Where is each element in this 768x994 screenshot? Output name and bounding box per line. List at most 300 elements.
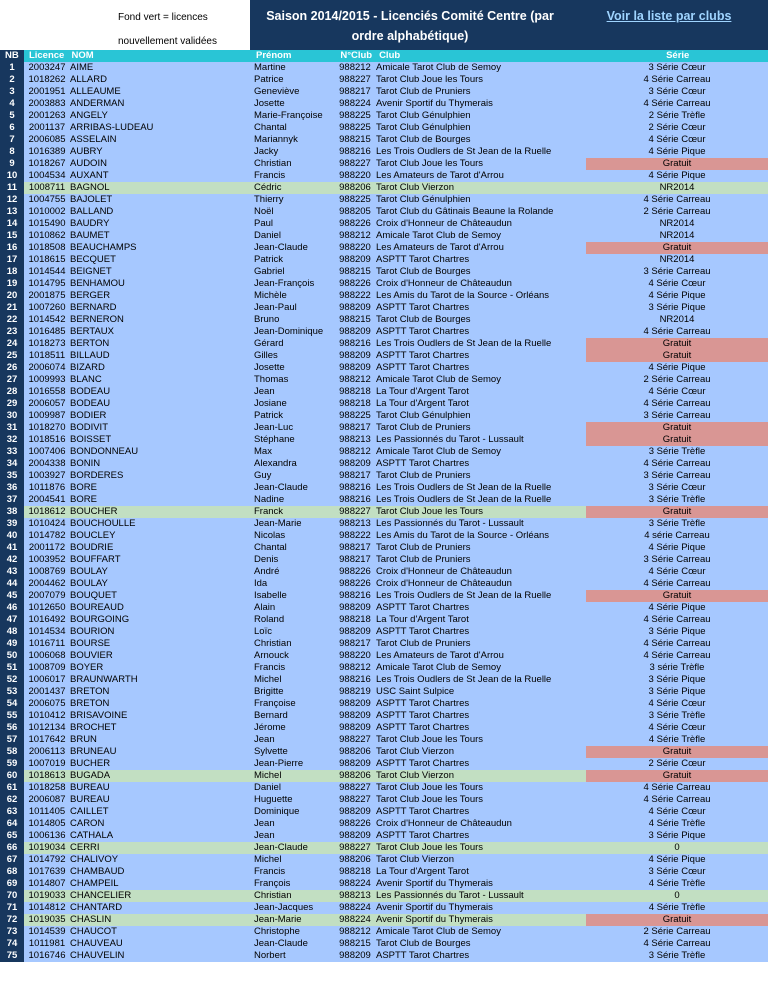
prenom-cell: Brigitte	[254, 686, 284, 697]
club-cell: Tarot Club Vierzon	[376, 746, 454, 757]
serie-cell: 4 série Carreau	[644, 530, 710, 541]
nom-cell: BAUDRY	[70, 218, 110, 229]
nom-cell: BOURION	[70, 626, 115, 637]
row-number: 50	[0, 650, 24, 662]
club-cell: La Tour d'Argent Tarot	[376, 398, 469, 409]
serie-cell: 4 Série Trèfle	[648, 734, 706, 745]
licence-cell: 1019034	[28, 842, 66, 853]
licence-cell: 1007019	[28, 758, 66, 769]
prenom-cell: Stéphane	[254, 434, 295, 445]
serie-cell: 3 Série Trèfle	[648, 710, 706, 721]
table-row	[0, 506, 768, 518]
serie-cell: 4 Série Pique	[648, 290, 706, 301]
serie-cell: 3 Série Trèfle	[648, 494, 706, 505]
nom-cell: BODIER	[70, 410, 107, 421]
row-number: 14	[0, 218, 24, 230]
table-row	[0, 746, 768, 758]
table-row	[0, 770, 768, 782]
nom-cell: CHAMPEIL	[70, 878, 119, 889]
club-cell: Tarot Club Vierzon	[376, 770, 454, 781]
serie-cell: 4 Série Pique	[648, 146, 706, 157]
licence-cell: 1018270	[28, 422, 66, 433]
club-number-cell: 988226	[339, 278, 371, 289]
club-number-cell: 988209	[339, 254, 371, 265]
club-cell: ASPTT Tarot Chartres	[376, 806, 470, 817]
club-cell: Tarot Club Génulphien	[376, 410, 471, 421]
serie-cell: 4 Série Cœur	[648, 278, 706, 289]
nom-cell: BERNARD	[70, 302, 117, 313]
club-cell: Amicale Tarot Club de Semoy	[376, 926, 501, 937]
licence-cell: 1006068	[28, 650, 66, 661]
club-number-cell: 988227	[339, 158, 371, 169]
club-cell: La Tour d'Argent Tarot	[376, 866, 469, 877]
row-number: 23	[0, 326, 24, 338]
club-number-cell: 988227	[339, 794, 371, 805]
nom-cell: ASSELAIN	[70, 134, 117, 145]
header-nom: NOM	[71, 50, 94, 61]
licence-cell: 1003927	[28, 470, 66, 481]
prenom-cell: Josette	[254, 362, 285, 373]
club-number-cell: 988206	[339, 854, 371, 865]
table-row	[0, 410, 768, 422]
row-number: 19	[0, 278, 24, 290]
table-row	[0, 662, 768, 674]
club-number-cell: 988209	[339, 602, 371, 613]
club-cell: Tarot Club de Pruniers	[376, 542, 471, 553]
nom-cell: AUXANT	[70, 170, 109, 181]
prenom-cell: Chantal	[254, 542, 287, 553]
nom-cell: ARRIBAS-LUDEAU	[70, 122, 154, 133]
nom-cell: CERRI	[70, 842, 100, 853]
club-cell: Avenir Sportif du Thymerais	[376, 902, 493, 913]
serie-cell: 4 Série Cœur	[648, 566, 706, 577]
licence-cell: 1019035	[28, 914, 66, 925]
row-number: 15	[0, 230, 24, 242]
club-number-cell: 988216	[339, 494, 371, 505]
prenom-cell: André	[254, 566, 280, 577]
club-cell: Amicale Tarot Club de Semoy	[376, 446, 501, 457]
row-number: 44	[0, 578, 24, 590]
table-row	[0, 350, 768, 362]
serie-cell: 3 Série Trèfle	[648, 446, 706, 457]
nom-cell: BUGADA	[70, 770, 111, 781]
nom-cell: BERNERON	[70, 314, 124, 325]
row-number: 13	[0, 206, 24, 218]
nom-cell: BOURGOING	[70, 614, 130, 625]
licence-cell: 1010862	[28, 230, 66, 241]
table-row	[0, 554, 768, 566]
table-row	[0, 578, 768, 590]
club-number-cell: 988206	[339, 770, 371, 781]
serie-cell: 4 Série Cœur	[648, 806, 706, 817]
licensee-table	[0, 50, 768, 962]
nom-cell: BUREAU	[70, 782, 110, 793]
licence-cell: 1011405	[28, 806, 66, 817]
licence-cell: 1018613	[28, 770, 66, 781]
club-cell: Les Amateurs de Tarot d'Arrou	[376, 170, 504, 181]
nom-cell: BONIN	[70, 458, 101, 469]
table-row	[0, 134, 768, 146]
club-number-cell: 988224	[339, 98, 371, 109]
row-number: 24	[0, 338, 24, 350]
serie-cell: 4 Série Carreau	[643, 578, 711, 589]
club-cell: Tarot Club Génulphien	[376, 122, 471, 133]
row-number: 20	[0, 290, 24, 302]
prenom-cell: Christian	[254, 158, 292, 169]
club-number-cell: 988226	[339, 818, 371, 829]
prenom-cell: Ida	[254, 578, 268, 589]
nom-cell: BALLAND	[70, 206, 114, 217]
table-row	[0, 626, 768, 638]
club-cell: Tarot Club de Bourges	[376, 938, 471, 949]
row-number: 60	[0, 770, 24, 782]
club-cell: Les Amateurs de Tarot d'Arrou	[376, 650, 504, 661]
licence-cell: 1014792	[28, 854, 66, 865]
serie-cell: Gratuit	[586, 506, 768, 518]
prenom-cell: Jean	[254, 734, 275, 745]
serie-cell: NR2014	[659, 182, 695, 193]
table-row	[0, 722, 768, 734]
club-cell: ASPTT Tarot Chartres	[376, 302, 470, 313]
club-number-cell: 988227	[339, 782, 371, 793]
prenom-cell: Jean-Claude	[254, 842, 308, 853]
club-cell: Les Trois Oudlers de St Jean de la Ruelle	[376, 482, 552, 493]
licence-cell: 1018516	[28, 434, 66, 445]
club-cell: ASPTT Tarot Chartres	[376, 254, 470, 265]
club-number-cell: 988212	[339, 230, 371, 241]
club-number-cell: 988212	[339, 374, 371, 385]
licence-cell: 2001875	[28, 290, 66, 301]
licence-cell: 1012650	[28, 602, 66, 613]
prenom-cell: Chantal	[254, 122, 287, 133]
row-number: 40	[0, 530, 24, 542]
licence-cell: 2007079	[28, 590, 66, 601]
club-cell: Tarot Club de Pruniers	[376, 638, 471, 649]
club-number-cell: 988209	[339, 698, 371, 709]
row-number: 29	[0, 398, 24, 410]
club-number-cell: 988224	[339, 914, 371, 925]
club-cell: ASPTT Tarot Chartres	[376, 326, 470, 337]
serie-cell: 3 Série Carreau	[643, 554, 711, 565]
club-cell: Tarot Club Joue les Tours	[376, 794, 484, 805]
table-row	[0, 314, 768, 326]
club-number-cell: 988216	[339, 674, 371, 685]
licence-cell: 1014544	[28, 266, 66, 277]
club-cell: Les Trois Oudlers de St Jean de la Ruelle	[376, 338, 552, 349]
nom-cell: CHAUCOT	[70, 926, 117, 937]
prenom-cell: Gilles	[254, 350, 278, 361]
row-number: 75	[0, 950, 24, 962]
club-number-cell: 988215	[339, 266, 371, 277]
club-cell: Tarot Club Joue les Tours	[376, 74, 484, 85]
club-number-cell: 988218	[339, 398, 371, 409]
row-number: 58	[0, 746, 24, 758]
row-number: 26	[0, 362, 24, 374]
club-number-cell: 988213	[339, 518, 371, 529]
row-number: 6	[0, 122, 24, 134]
table-row	[0, 434, 768, 446]
club-number-cell: 988212	[339, 62, 371, 73]
serie-cell: NR2014	[659, 218, 695, 229]
prenom-cell: Geneviève	[254, 86, 300, 97]
prenom-cell: Bernard	[254, 710, 288, 721]
table-row	[0, 494, 768, 506]
prenom-cell: Francis	[254, 170, 286, 181]
nom-cell: CHAUVEAU	[70, 938, 123, 949]
prenom-cell: Jean-Claude	[254, 938, 308, 949]
prenom-cell: Jean-Paul	[254, 302, 297, 313]
licence-cell: 1009987	[28, 410, 66, 421]
row-number: 35	[0, 470, 24, 482]
legend-line-1: Fond vert = licences	[118, 12, 208, 23]
club-number-cell: 988227	[339, 734, 371, 745]
licence-cell: 2001172	[28, 542, 66, 553]
table-row	[0, 782, 768, 794]
club-number-cell: 988217	[339, 638, 371, 649]
table-row	[0, 86, 768, 98]
serie-cell: 3 Série Carreau	[643, 266, 711, 277]
nom-cell: BOUREAUD	[70, 602, 124, 613]
table-row	[0, 686, 768, 698]
table-row	[0, 806, 768, 818]
row-number: 70	[0, 890, 24, 902]
nom-cell: BRUNEAU	[70, 746, 117, 757]
table-row	[0, 98, 768, 110]
club-number-cell: 988224	[339, 878, 371, 889]
row-number: 66	[0, 842, 24, 854]
nom-cell: AUDOIN	[70, 158, 107, 169]
serie-cell: 3 Série Carreau	[643, 470, 711, 481]
table-row	[0, 146, 768, 158]
header-licence: Licence	[28, 50, 65, 61]
licence-cell: 2006087	[28, 794, 66, 805]
serie-cell: 0	[674, 890, 680, 901]
licence-cell: 2006085	[28, 134, 66, 145]
club-number-cell: 988209	[339, 950, 371, 961]
nom-cell: BOISSET	[70, 434, 112, 445]
serie-cell: 2 Série Cœur	[648, 758, 706, 769]
prenom-cell: Bruno	[254, 314, 280, 325]
serie-cell: Gratuit	[586, 770, 768, 782]
row-number: 54	[0, 698, 24, 710]
nom-cell: BONDONNEAU	[70, 446, 139, 457]
club-cell: ASPTT Tarot Chartres	[376, 950, 470, 961]
row-number: 2	[0, 74, 24, 86]
licence-cell: 1016558	[28, 386, 66, 397]
licence-cell: 1016746	[28, 950, 66, 961]
nom-cell: BUREAU	[70, 794, 110, 805]
nom-cell: BRETON	[70, 698, 110, 709]
table-row	[0, 818, 768, 830]
licence-cell: 2001263	[28, 110, 66, 121]
table-row	[0, 458, 768, 470]
serie-cell: 4 Série Carreau	[643, 938, 711, 949]
row-number: 48	[0, 626, 24, 638]
table-row	[0, 386, 768, 398]
prenom-cell: Jean	[254, 818, 275, 829]
table-row	[0, 362, 768, 374]
club-cell: USC Saint Sulpice	[376, 686, 455, 697]
table-row	[0, 854, 768, 866]
licence-cell: 1010424	[28, 518, 66, 529]
prenom-cell: Denis	[254, 554, 279, 565]
prenom-cell: Jean-Jacques	[254, 902, 314, 913]
club-cell: Tarot Club du Gâtinais Beaune la Rolande	[376, 206, 554, 217]
licence-cell: 2004462	[28, 578, 66, 589]
row-number: 33	[0, 446, 24, 458]
club-number-cell: 988219	[339, 686, 371, 697]
club-number-cell: 988209	[339, 830, 371, 841]
club-cell: Tarot Club de Pruniers	[376, 422, 471, 433]
nom-cell: CHAMBAUD	[70, 866, 125, 877]
club-number-cell: 988209	[339, 326, 371, 337]
club-number-cell: 988209	[339, 458, 371, 469]
club-number-cell: 988225	[339, 110, 371, 121]
club-number-cell: 988205	[339, 206, 371, 217]
prenom-cell: Jean-Claude	[254, 242, 308, 253]
serie-cell: Gratuit	[586, 350, 768, 362]
club-cell: Avenir Sportif du Thymerais	[376, 98, 493, 109]
licence-cell: 1018615	[28, 254, 66, 265]
table-row	[0, 62, 768, 74]
prenom-cell: Christian	[254, 890, 292, 901]
club-cell: Tarot Club Vierzon	[376, 182, 454, 193]
row-number: 53	[0, 686, 24, 698]
row-number: 51	[0, 662, 24, 674]
club-cell: Les Amateurs de Tarot d'Arrou	[376, 242, 504, 253]
licence-cell: 1018258	[28, 782, 66, 793]
table-row	[0, 422, 768, 434]
club-number-cell: 988209	[339, 710, 371, 721]
table-body	[0, 62, 768, 962]
licence-cell: 1014534	[28, 626, 66, 637]
table-row	[0, 266, 768, 278]
table-row	[0, 926, 768, 938]
licence-cell: 1014782	[28, 530, 66, 541]
row-number: 45	[0, 590, 24, 602]
serie-cell: 4 Série Cœur	[648, 722, 706, 733]
row-number: 68	[0, 866, 24, 878]
licence-cell: 1018262	[28, 74, 66, 85]
licence-cell: 2001951	[28, 86, 66, 97]
club-list-link[interactable]: Voir la liste par clubs	[570, 0, 768, 50]
club-number-cell: 988217	[339, 554, 371, 565]
nom-cell: BRAUNWARTH	[70, 674, 138, 685]
prenom-cell: Cédric	[254, 182, 282, 193]
table-row	[0, 374, 768, 386]
club-cell: Avenir Sportif du Thymerais	[376, 878, 493, 889]
serie-cell: 2 Série Carreau	[643, 926, 711, 937]
serie-cell: 3 Série Trèfle	[648, 950, 706, 961]
prenom-cell: Norbert	[254, 950, 286, 961]
table-row	[0, 182, 768, 194]
club-cell: Tarot Club de Bourges	[376, 134, 471, 145]
club-cell: Tarot Club Joue les Tours	[376, 158, 484, 169]
prenom-cell: Marie-Françoise	[254, 110, 323, 121]
serie-cell: 2 Série Carreau	[643, 206, 711, 217]
licence-cell: 1015490	[28, 218, 66, 229]
club-cell: Les Passionnés du Tarot - Lussault	[376, 890, 524, 901]
prenom-cell: Jean-Pierre	[254, 758, 304, 769]
nom-cell: BORE	[70, 494, 97, 505]
row-number: 22	[0, 314, 24, 326]
table-row	[0, 170, 768, 182]
row-number: 61	[0, 782, 24, 794]
club-cell: La Tour d'Argent Tarot	[376, 614, 469, 625]
row-number: 73	[0, 926, 24, 938]
row-number: 36	[0, 482, 24, 494]
serie-cell: NR2014	[659, 314, 695, 325]
licence-cell: 2006057	[28, 398, 66, 409]
club-cell: Tarot Club de Bourges	[376, 266, 471, 277]
club-number-cell: 988225	[339, 194, 371, 205]
row-number: 65	[0, 830, 24, 842]
row-number: 41	[0, 542, 24, 554]
row-number: 67	[0, 854, 24, 866]
licence-cell: 1017642	[28, 734, 66, 745]
table-row	[0, 470, 768, 482]
club-number-cell: 988220	[339, 242, 371, 253]
row-number: 9	[0, 158, 24, 170]
nom-cell: BILLAUD	[70, 350, 110, 361]
table-row	[0, 614, 768, 626]
licence-cell: 1014539	[28, 926, 66, 937]
table-row	[0, 218, 768, 230]
licence-cell: 2003883	[28, 98, 66, 109]
licence-cell: 2006074	[28, 362, 66, 373]
club-number-cell: 988209	[339, 758, 371, 769]
serie-cell: 3 Série Pique	[648, 674, 706, 685]
row-number: 52	[0, 674, 24, 686]
licence-cell: 1003952	[28, 554, 66, 565]
prenom-cell: Patrick	[254, 410, 284, 421]
club-number-cell: 988215	[339, 134, 371, 145]
serie-cell: 3 Série Trèfle	[648, 518, 706, 529]
nom-cell: ALLEAUME	[70, 86, 121, 97]
club-number-cell: 988224	[339, 902, 371, 913]
club-cell: ASPTT Tarot Chartres	[376, 602, 470, 613]
prenom-cell: Francis	[254, 866, 286, 877]
serie-cell: Gratuit	[586, 746, 768, 758]
prenom-cell: Franck	[254, 506, 284, 517]
nom-cell: BOUCLEY	[70, 530, 116, 541]
page-title: Saison 2014/2015 - Licenciés Comité Centre (par ordre alphabétique)	[250, 0, 570, 50]
club-cell: Tarot Club Joue les Tours	[376, 506, 484, 517]
licence-cell: 1014542	[28, 314, 66, 325]
club-cell: Tarot Club Joue les Tours	[376, 842, 484, 853]
nom-cell: BORDERES	[70, 470, 124, 481]
table-row	[0, 194, 768, 206]
table-row	[0, 650, 768, 662]
nom-cell: CAILLET	[70, 806, 109, 817]
serie-cell: 4 Série Carreau	[643, 398, 711, 409]
prenom-cell: Daniel	[254, 230, 281, 241]
table-row	[0, 866, 768, 878]
table-row	[0, 530, 768, 542]
nom-cell: BEAUCHAMPS	[70, 242, 137, 253]
serie-cell: 3 Série Cœur	[648, 482, 706, 493]
prenom-cell: Michel	[254, 770, 282, 781]
club-number-cell: 988227	[339, 842, 371, 853]
nom-cell: BODIVIT	[70, 422, 109, 433]
club-cell: Croix d'Honneur de Châteaudun	[376, 818, 512, 829]
licence-cell: 2004338	[28, 458, 66, 469]
club-number-cell: 988209	[339, 302, 371, 313]
prenom-cell: Nadine	[254, 494, 285, 505]
row-number: 47	[0, 614, 24, 626]
row-number: 34	[0, 458, 24, 470]
licence-cell: 1014812	[28, 902, 66, 913]
